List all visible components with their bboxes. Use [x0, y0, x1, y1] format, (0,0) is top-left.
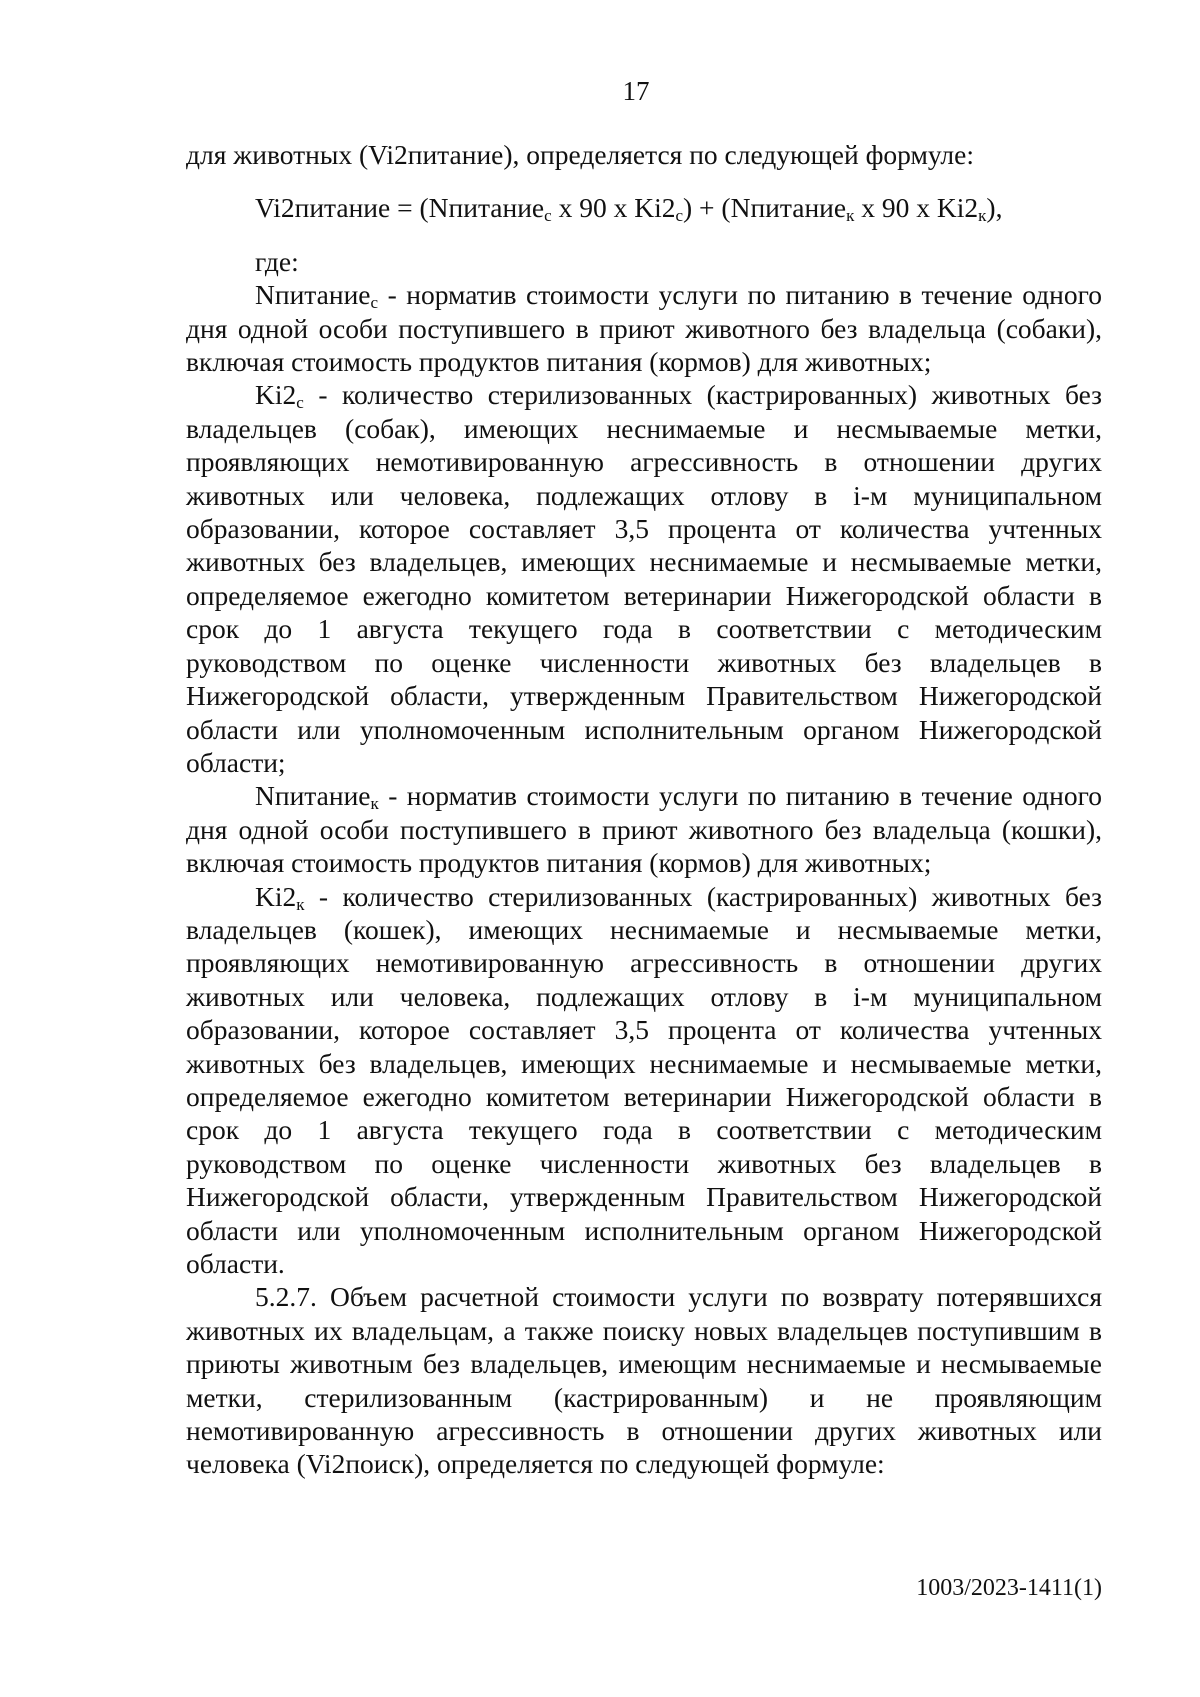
- definition-symbol: Nпитание: [255, 780, 371, 812]
- formula-subscript: с: [675, 206, 684, 226]
- document-body: [186, 138, 1102, 1481]
- where-label: где:: [255, 245, 299, 277]
- definition-subscript: с: [370, 292, 379, 312]
- definition-ki2-c: [186, 378, 1102, 779]
- formula-subscript: с: [544, 206, 552, 226]
- definition-subscript: к: [296, 894, 305, 914]
- definition-symbol: Nпитание: [255, 279, 371, 311]
- definition-text: - норматив стоимости услуги по питанию в течение одного дня одной особи поступившего в приют животного без владельца (собаки), включая стоимость продуктов питания (кормов) для животных;: [186, 279, 1102, 378]
- definition-npitanie-k: [186, 779, 1102, 879]
- formula-subscript: к: [978, 206, 987, 226]
- definition-npitanie-c: [186, 278, 1102, 378]
- definition-subscript: с: [296, 393, 304, 413]
- definition-subscript: к: [370, 794, 379, 814]
- definition-text: - норматив стоимости услуги по питанию в течение одного дня одной особи поступившего в приют животного без владельца (кошки), включая стоимость продуктов питания (кормов) для животных;: [186, 780, 1102, 879]
- page-number: 17: [622, 76, 650, 106]
- formula-part: ) + (Nпитание: [683, 192, 847, 224]
- definition-symbol: Ki2: [255, 880, 297, 912]
- section-5-2-7: 5.2.7. Объем расчетной стоимости услуги по возврату потерявшихся животных их владельцам, а также поиску новых владельцев поступившим в приюты животным без владельцев, имеющим неснимаемые и несмываемые метки, стерилизованным (кастрированным) и не проявляющим немотивированную агрессивность в отношении других животных или человека (Vi2поиск), определяется по следующей формуле:: [186, 1281, 1102, 1480]
- formula-vi2-pitanie: [186, 191, 1102, 224]
- formula-part: x 90 x Ki2: [854, 192, 979, 224]
- definition-symbol: Ki2: [255, 379, 297, 411]
- formula-part: ),: [986, 192, 1003, 224]
- formula-part: x 90 x Ki2: [551, 192, 676, 224]
- definition-text: - количество стерилизованных (кастрированных) животных без владельцев (собак), имеющих неснимаемые и несмываемые метки, проявляющих немотивированную агрессивность в отношении других животных или человека, подлежащих отлову в i-м муниципальном образовании, которое составляет 3,5 процента от количества учтенных животных без владельцев, имеющих неснимаемые и несмываемые метки, определяемое ежегодно комитетом ветеринарии Нижегородской области в срок до 1 августа текущего года в соответствии с методическим руководством по оценке численности животных без владельцев в Нижегородской области, утвержденным Правительством Нижегородской области или уполномоченным исполнительным органом Нижегородской области;: [186, 379, 1102, 778]
- definition-ki2-k: [186, 880, 1102, 1281]
- intro-line: для животных (Vi2питание), определяется по следующей формуле:: [186, 139, 974, 170]
- document-code: 1003/2023-1411(1): [916, 1575, 1102, 1601]
- formula-subscript: к: [846, 206, 855, 226]
- formula-part: Vi2питание = (Nпитание: [255, 192, 545, 224]
- definition-text: - количество стерилизованных (кастрированных) животных без владельцев (кошек), имеющих неснимаемые и несмываемые метки, проявляющих немотивированную агрессивность в отношении других животных или человека, подлежащих отлову в i-м муниципальном образовании, которое составляет 3,5 процента от количества учтенных животных без владельцев, имеющих неснимаемые и несмываемые метки, определяемое ежегодно комитетом ветеринарии Нижегородской области в срок до 1 августа текущего года в соответствии с методическим руководством по оценке численности животных без владельцев в Нижегородской области, утвержденным Правительством Нижегородской области или уполномоченным исполнительным органом Нижегородской области.: [186, 880, 1102, 1279]
